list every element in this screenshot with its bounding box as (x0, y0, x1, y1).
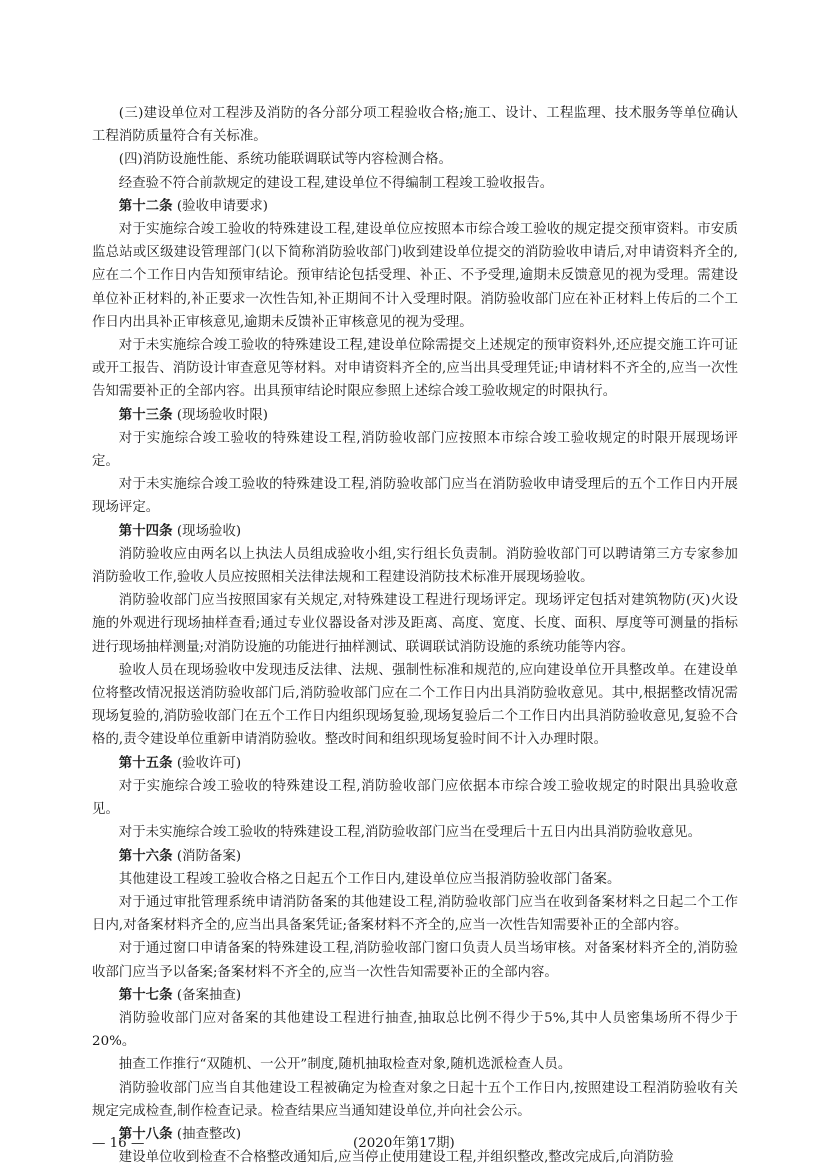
article-subject: (抽查整改) (176, 1126, 242, 1142)
article-number: 第十三条 (118, 406, 173, 423)
article-heading (92, 404, 738, 427)
paragraph: (四)消防设施性能、系统功能联调联试等内容检测合格。 (118, 152, 452, 168)
page-number: — 16 — (92, 1136, 145, 1151)
paragraph: 对于实施综合竣工验收的特殊建设工程,建设单位应按照本市综合竣工验收的规定提交预审资料。市安质监总站或区级建设管理部门(以下简称消防验收部门)收到建设单位提交的消防验收申请后,对申请资料齐全的,应在二个工作日内告知预审结论。预审结论包括受理、补正、不予受理,逾期未反馈意见的视为受理。需建设单位补正材料的,补正要求一次性告知,补正期间不计入受理时限。消防验收部门应在补正材料上传后的二个工作日内出具补正审核意见,逾期未反馈补正审核意见的视为受理。 (92, 222, 738, 330)
article-heading (92, 752, 738, 775)
article-number: 第十八条 (118, 1125, 173, 1142)
paragraph: 消防验收部门应对备案的其他建设工程进行抽查,抽取总比例不得少于5%,其中人员密集场所不得少于20%。 (92, 1010, 738, 1050)
article-subject: (验收申请要求) (176, 198, 269, 214)
article-number: 第十六条 (118, 847, 173, 864)
paragraph: 对于未实施综合竣工验收的特殊建设工程,消防验收部门应当在受理后十五日内出具消防验收意见。 (118, 825, 702, 841)
issue-label: (2020年第17期) (353, 1136, 455, 1151)
paragraph: 对于通过窗口申请备案的特殊建设工程,消防验收部门窗口负责人员当场审核。对备案材料齐全的,消防验收部门应当予以备案;备案材料不齐全的,应当一次性告知需要补正的全部内容。 (92, 941, 738, 980)
paragraph: 对于通过审批管理系统申请消防备案的其他建设工程,消防验收部门应当在收到备案材料之日起二个工作日内,对备案材料齐全的,应当出具备案凭证;备案材料不齐全的,应当一次性告知需要补正的全部内容。 (92, 894, 738, 934)
article-heading (92, 520, 738, 543)
paragraph: 对于未实施综合竣工验收的特殊建设工程,建设单位除需提交上述规定的预审资料外,还应提交施工许可证或开工报告、消防设计审查意见等材料。对申请资料齐全的,应当出具受理凭证;申请材料不齐全的,应当一次性告知需要补正的全部内容。出具预审结论时限应参照上述综合竣工验收规定的时限执行。 (92, 338, 738, 400)
article-subject: (现场验收时限) (176, 407, 269, 423)
paragraph: 验收人员在现场验收中发现违反法律、法规、强制性标准和规范的,应向建设单位开具整改单。在建设单位将整改情况报送消防验收部门后,消防验收部门应在二个工作日内出具消防验收意见。其中,根据整改情况需现场复验的,消防验收部门在五个工作日内组织现场复验,现场复验后二个工作日内出具消防验收意见,复验不合格的,责令建设单位重新申请消防验收。整改时间和组织现场复验时间不计入办理时限。 (92, 662, 738, 748)
article-subject: (验收许可) (176, 755, 242, 771)
article-heading (92, 845, 738, 868)
article-number: 第十五条 (118, 754, 173, 771)
article-number: 第十七条 (118, 986, 173, 1003)
article-subject: (备案抽查) (176, 987, 242, 1003)
paragraph: 对于未实施综合竣工验收的特殊建设工程,消防验收部门应当在消防验收申请受理后的五个工作日内开展现场评定。 (92, 477, 738, 516)
paragraph: 对于实施综合竣工验收的特殊建设工程,消防验收部门应按照本市综合竣工验收规定的时限开展现场评定。 (92, 430, 738, 470)
paragraph: 消防验收部门应当自其他建设工程被确定为检查对象之日起十五个工作日内,按照建设工程消防验收有关规定完成检查,制作检查记录。检查结果应当通知建设单位,并向社会公示。 (92, 1080, 738, 1119)
article-subject: (现场验收) (176, 523, 242, 539)
article-heading (92, 984, 738, 1007)
paragraph: (三)建设单位对工程涉及消防的各分部分项工程验收合格;施工、设计、工程监理、技术服务等单位确认工程消防质量符合有关标准。 (92, 106, 738, 145)
paragraph: 消防验收应由两名以上执法人员组成验收小组,实行组长负责制。消防验收部门可以聘请第三方专家参加消防验收工作,验收人员应按照相关法律法规和工程建设消防技术标准开展现场验收。 (92, 546, 738, 586)
paragraph: 消防验收部门应当按照国家有关规定,对特殊建设工程进行现场评定。现场评定包括对建筑物防(灭)火设施的外观进行现场抽样查看;通过专业仪器设备对涉及距离、高度、宽度、长度、面积、厚度等可测量的指标进行现场抽样测量;对消防设施的功能进行抽样测试、联调联试消防设施的系统功能等内容。 (92, 593, 738, 655)
paragraph: 对于实施综合竣工验收的特殊建设工程,消防验收部门应依据本市综合竣工验收规定的时限出具验收意见。 (92, 778, 738, 818)
document-body (92, 102, 738, 1169)
article-number: 第十二条 (118, 197, 173, 214)
article-heading (92, 195, 738, 218)
paragraph: 抽查工作推行“双随机、一公开”制度,随机抽取检查对象,随机选派检查人员。 (118, 1057, 572, 1073)
paragraph: 经查验不符合前款规定的建设工程,建设单位不得编制工程竣工验收报告。 (118, 175, 554, 191)
article-number: 第十四条 (118, 522, 173, 539)
article-subject: (消防备案) (176, 848, 242, 864)
paragraph: 其他建设工程竣工验收合格之日起五个工作日内,建设单位应当报消防验收部门备案。 (118, 871, 621, 887)
paragraph: 建设单位收到检查不合格整改通知后,应当停止使用建设工程,并组织整改,整改完成后,向消防验 (118, 1150, 674, 1166)
